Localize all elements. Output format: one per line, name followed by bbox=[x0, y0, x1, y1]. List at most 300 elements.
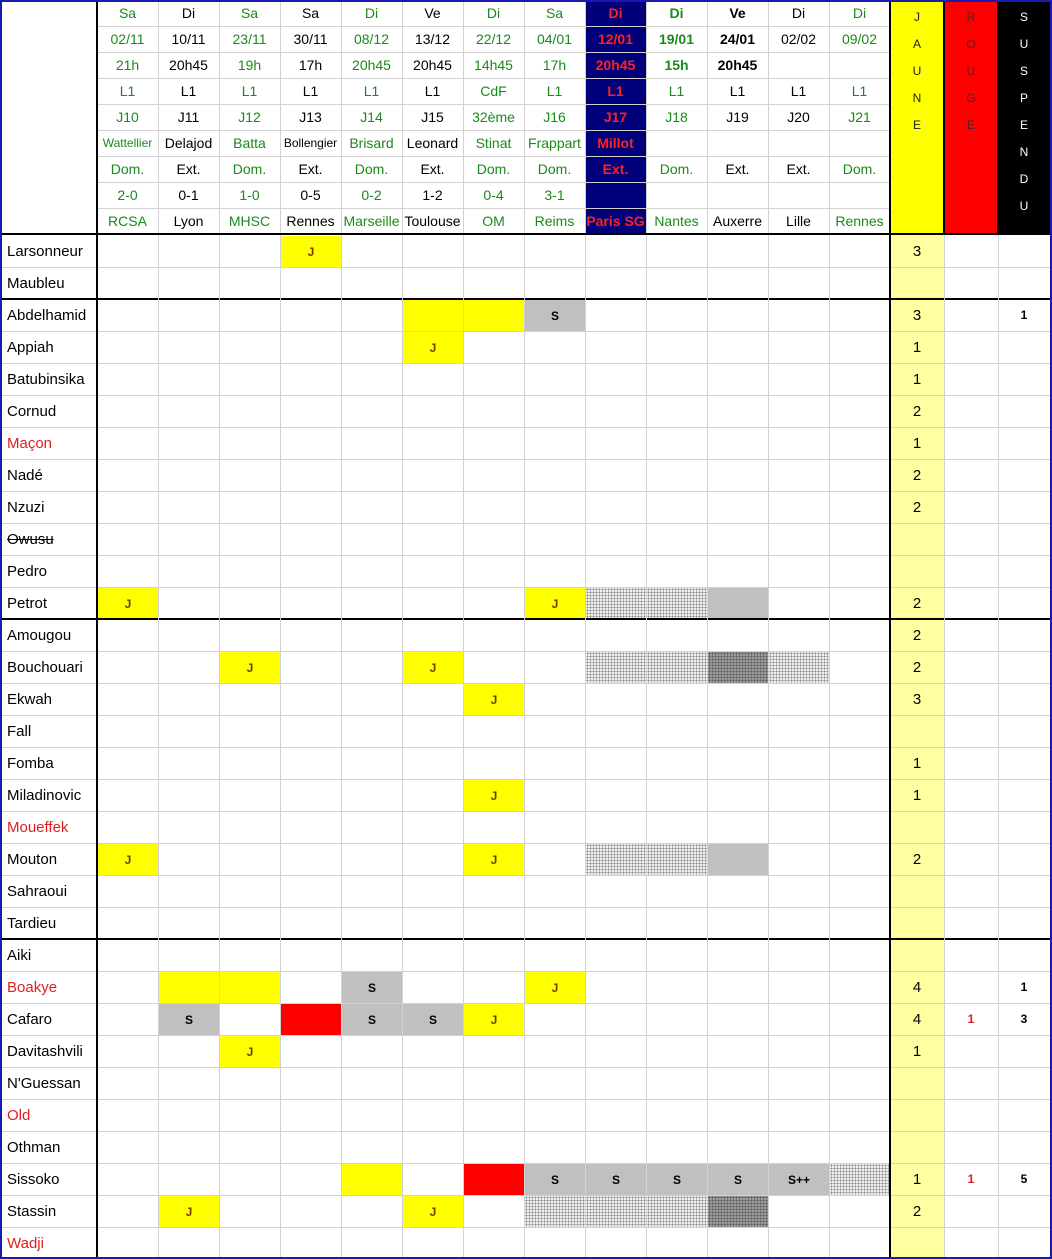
suspension-cell: S bbox=[403, 1004, 463, 1035]
player-name: Owusu bbox=[7, 530, 54, 548]
player-name: Pedro bbox=[7, 562, 48, 580]
yellow-card-cell: J bbox=[464, 684, 524, 715]
gridline bbox=[646, 235, 647, 1259]
match-comp-cell: L1 bbox=[668, 83, 685, 99]
gridline bbox=[341, 235, 342, 1259]
match-date-cell: 08/12 bbox=[353, 31, 390, 47]
match-date-cell: 02/11 bbox=[110, 31, 145, 47]
yellow-card-count bbox=[890, 907, 944, 939]
unavailable-cell bbox=[769, 652, 829, 683]
match-opponent-cell: Auxerre bbox=[712, 213, 763, 229]
match-time-cell: 20h45 bbox=[585, 52, 646, 78]
yellow-card-count: 1 bbox=[912, 370, 922, 388]
red-card-count bbox=[944, 363, 998, 395]
gridline bbox=[829, 0, 830, 234]
match-venue-cell: Dom. bbox=[232, 161, 267, 177]
match-referee-cell: Brisard bbox=[349, 135, 394, 151]
match-day-cell: Di bbox=[486, 5, 501, 21]
match-opponent-cell: Rennes bbox=[286, 213, 335, 229]
gridline bbox=[158, 235, 159, 1259]
red-card-count bbox=[944, 683, 998, 715]
red-card-count bbox=[944, 619, 998, 651]
match-opponent-cell: Lyon bbox=[173, 213, 204, 229]
suspension-count bbox=[998, 1099, 1050, 1131]
suspension-count bbox=[998, 779, 1050, 811]
match-comp-cell: L1 bbox=[729, 83, 746, 99]
unavailable-cell bbox=[586, 588, 646, 619]
player-name: Old bbox=[7, 1106, 31, 1124]
gridline bbox=[341, 0, 342, 234]
yellow-card-cell: J bbox=[220, 1036, 280, 1067]
player-name: Othman bbox=[7, 1138, 61, 1156]
suspension-count bbox=[998, 1131, 1050, 1163]
suspension-count bbox=[998, 395, 1050, 427]
match-score-cell: 0-4 bbox=[483, 187, 504, 203]
match-date-cell: 04/01 bbox=[536, 31, 573, 47]
summary-divider bbox=[943, 0, 945, 234]
suspension-cell: S bbox=[525, 300, 585, 331]
match-venue-cell: Dom. bbox=[476, 161, 511, 177]
gridline bbox=[402, 0, 403, 234]
yellow-card-count: 1 bbox=[912, 1170, 922, 1188]
player-name: Maçon bbox=[7, 434, 53, 452]
suspension-count bbox=[998, 331, 1050, 363]
match-venue-cell: Ext. bbox=[420, 161, 445, 177]
red-card-count bbox=[944, 587, 998, 619]
player-name: Aiki bbox=[7, 946, 32, 964]
match-score-cell bbox=[768, 182, 829, 208]
player-name: N'Guessan bbox=[7, 1074, 81, 1092]
red-card-count: 1 bbox=[967, 1012, 975, 1026]
match-referee-cell: Delajod bbox=[164, 135, 213, 151]
match-round-cell: J16 bbox=[543, 109, 566, 125]
yellow-card-cell bbox=[464, 300, 524, 331]
gridline bbox=[585, 235, 586, 1259]
match-comp-cell: L1 bbox=[585, 78, 646, 104]
header-bottom-border bbox=[0, 233, 1052, 235]
match-round-cell: J18 bbox=[665, 109, 688, 125]
suspension-cell bbox=[708, 844, 768, 875]
player-name: Tardieu bbox=[7, 914, 57, 932]
match-day-cell: Di bbox=[585, 0, 646, 26]
red-card-count bbox=[944, 1067, 998, 1099]
match-date-cell: 24/01 bbox=[719, 31, 756, 47]
yellow-card-count bbox=[890, 523, 944, 555]
red-card-count: 1 bbox=[967, 1172, 975, 1186]
suspension-count bbox=[998, 1227, 1050, 1259]
match-score-cell bbox=[585, 182, 646, 208]
match-day-cell: Di bbox=[669, 5, 684, 21]
match-day-cell: Di bbox=[181, 5, 196, 21]
suspension-count bbox=[998, 523, 1050, 555]
gridline bbox=[768, 235, 769, 1259]
yellow-card-cell: J bbox=[525, 588, 585, 619]
red-card-count bbox=[944, 1227, 998, 1259]
player-name: Miladinovic bbox=[7, 786, 82, 804]
match-day-cell: Di bbox=[791, 5, 806, 21]
match-time-cell bbox=[829, 52, 890, 78]
yellow-card-count: 4 bbox=[912, 978, 922, 996]
match-time-cell bbox=[768, 52, 829, 78]
suspension-count: 1 bbox=[1020, 308, 1028, 322]
unavailable-cell bbox=[647, 844, 707, 875]
gridline bbox=[97, 104, 890, 105]
suspension-count: 1 bbox=[1020, 980, 1028, 994]
yellow-card-count: 2 bbox=[912, 594, 922, 612]
suspension-cell: S bbox=[342, 972, 402, 1003]
yellow-card-count bbox=[890, 1099, 944, 1131]
match-comp-cell: L1 bbox=[119, 83, 136, 99]
match-day-cell: Ve bbox=[424, 5, 441, 21]
yellow-card-cell: J bbox=[464, 780, 524, 811]
match-round-cell: J17 bbox=[585, 104, 646, 130]
match-opponent-cell: Toulouse bbox=[404, 213, 461, 229]
match-date-cell: 23/11 bbox=[232, 31, 267, 47]
match-referee-cell: Batta bbox=[233, 135, 266, 151]
suspension-cell: S bbox=[525, 1164, 585, 1195]
match-opponent-cell: MHSC bbox=[228, 213, 271, 229]
match-venue-cell: Dom. bbox=[354, 161, 389, 177]
player-name: Larsonneur bbox=[7, 242, 83, 260]
match-opponent-cell: Rennes bbox=[835, 213, 884, 229]
red-card-cell bbox=[464, 1164, 524, 1195]
match-venue-cell: Ext. bbox=[585, 156, 646, 182]
suspension-cell: S bbox=[342, 1004, 402, 1035]
match-referee-cell: Stinat bbox=[475, 135, 512, 151]
suspension-count bbox=[998, 363, 1050, 395]
name-column-border bbox=[96, 0, 98, 1259]
yellow-card-count bbox=[890, 715, 944, 747]
match-comp-cell: L1 bbox=[851, 83, 868, 99]
gridline bbox=[524, 0, 525, 234]
match-referee-cell: Millot bbox=[585, 130, 646, 156]
match-date-cell: 30/11 bbox=[293, 31, 328, 47]
match-day-cell: Di bbox=[364, 5, 379, 21]
player-name: Appiah bbox=[7, 338, 54, 356]
yellow-card-count: 2 bbox=[912, 1202, 922, 1220]
summary-header-label-yellow: J A U N E bbox=[912, 10, 922, 132]
player-name: Batubinsika bbox=[7, 370, 85, 388]
gridline bbox=[280, 0, 281, 234]
gridline bbox=[158, 0, 159, 234]
yellow-card-cell: J bbox=[403, 332, 463, 363]
unavailable-cell bbox=[586, 1196, 646, 1227]
yellow-card-cell: J bbox=[464, 844, 524, 875]
match-opponent-cell: RCSA bbox=[108, 213, 147, 229]
suspension-count bbox=[998, 907, 1050, 939]
match-time-cell: 17h bbox=[298, 57, 323, 73]
player-name: Maubleu bbox=[7, 274, 65, 292]
unavailable-cell bbox=[586, 844, 646, 875]
suspension-count bbox=[998, 1195, 1050, 1227]
yellow-card-count bbox=[890, 1131, 944, 1163]
gridline bbox=[97, 78, 890, 79]
red-card-count bbox=[944, 1035, 998, 1067]
match-comp-cell: L1 bbox=[302, 83, 319, 99]
match-venue-cell: Dom. bbox=[110, 161, 145, 177]
yellow-card-count: 3 bbox=[912, 306, 922, 324]
player-name: Mouton bbox=[7, 850, 58, 868]
match-time-cell: 21h bbox=[115, 57, 140, 73]
gridline bbox=[768, 0, 769, 234]
yellow-card-count: 1 bbox=[912, 754, 922, 772]
yellow-card-cell bbox=[159, 972, 219, 1003]
match-date-cell: 09/02 bbox=[841, 31, 878, 47]
match-opponent-cell: Paris SG bbox=[585, 208, 646, 234]
red-card-count bbox=[944, 715, 998, 747]
yellow-card-count: 1 bbox=[912, 786, 922, 804]
gridline bbox=[219, 0, 220, 234]
match-time-cell: 20h45 bbox=[169, 57, 208, 73]
match-day-cell: Ve bbox=[729, 5, 746, 21]
match-venue-cell: Ext. bbox=[176, 161, 201, 177]
player-name: Stassin bbox=[7, 1202, 57, 1220]
match-comp-cell: CdF bbox=[480, 83, 507, 99]
match-score-cell bbox=[646, 182, 707, 208]
yellow-card-cell: J bbox=[159, 1196, 219, 1227]
yellow-card-cell: J bbox=[403, 652, 463, 683]
match-time-cell: 20h45 bbox=[413, 57, 452, 73]
player-name: Petrot bbox=[7, 594, 48, 612]
suspension-cell: S bbox=[647, 1164, 707, 1195]
yellow-card-cell: J bbox=[525, 972, 585, 1003]
yellow-card-count: 2 bbox=[912, 466, 922, 484]
suspension-count: 5 bbox=[1020, 1172, 1028, 1186]
suspension-count bbox=[998, 811, 1050, 843]
suspension-count bbox=[998, 459, 1050, 491]
suspension-count bbox=[998, 267, 1050, 299]
yellow-card-count: 3 bbox=[912, 242, 922, 260]
red-card-count bbox=[944, 1099, 998, 1131]
player-name: Ekwah bbox=[7, 690, 53, 708]
match-comp-cell: L1 bbox=[180, 83, 197, 99]
unavailable-cell bbox=[647, 1196, 707, 1227]
gridline bbox=[585, 0, 586, 234]
match-day-cell: Sa bbox=[301, 5, 320, 21]
suspension-count bbox=[998, 427, 1050, 459]
unavailable-cell bbox=[830, 1164, 890, 1195]
red-card-count bbox=[944, 235, 998, 267]
suspension-count bbox=[998, 651, 1050, 683]
player-name: Bouchouari bbox=[7, 658, 83, 676]
yellow-card-cell: J bbox=[403, 1196, 463, 1227]
yellow-card-count bbox=[890, 555, 944, 587]
red-card-count bbox=[944, 747, 998, 779]
match-referee-cell bbox=[829, 130, 890, 156]
match-round-cell: J13 bbox=[299, 109, 322, 125]
match-score-cell: 2-0 bbox=[117, 187, 138, 203]
match-venue-cell: Ext. bbox=[725, 161, 750, 177]
red-card-count bbox=[944, 907, 998, 939]
match-round-cell: J11 bbox=[177, 109, 200, 125]
suspension-count bbox=[998, 1035, 1050, 1067]
unavailable-cell bbox=[586, 652, 646, 683]
red-card-count bbox=[944, 555, 998, 587]
match-comp-cell: L1 bbox=[424, 83, 441, 99]
match-referee-cell: Wattellier bbox=[102, 136, 153, 150]
unavailable-cell bbox=[525, 1196, 585, 1227]
yellow-card-count bbox=[890, 1227, 944, 1259]
summary-left-border bbox=[889, 0, 891, 1259]
match-comp-cell: L1 bbox=[546, 83, 563, 99]
player-name: Nzuzi bbox=[7, 498, 45, 516]
match-opponent-cell: Nantes bbox=[654, 213, 699, 229]
match-day-cell: Sa bbox=[240, 5, 259, 21]
match-time-cell: 15h bbox=[664, 57, 689, 73]
player-name: Boakye bbox=[7, 978, 58, 996]
suspension-cell: S++ bbox=[769, 1164, 829, 1195]
red-card-cell bbox=[281, 1004, 341, 1035]
suspension-count bbox=[998, 715, 1050, 747]
match-time-cell: 20h45 bbox=[717, 57, 758, 73]
red-card-count bbox=[944, 459, 998, 491]
yellow-card-count bbox=[890, 1067, 944, 1099]
suspension-count bbox=[998, 683, 1050, 715]
yellow-card-cell bbox=[403, 300, 463, 331]
match-time-cell: 17h bbox=[542, 57, 567, 73]
match-day-cell: Sa bbox=[118, 5, 137, 21]
yellow-card-cell: J bbox=[281, 236, 341, 267]
match-venue-cell: Dom. bbox=[659, 161, 694, 177]
match-venue-cell: Dom. bbox=[537, 161, 572, 177]
player-name: Fomba bbox=[7, 754, 54, 772]
match-comp-cell: L1 bbox=[241, 83, 258, 99]
match-score-cell: 0-1 bbox=[178, 187, 199, 203]
match-round-cell: J20 bbox=[787, 109, 810, 125]
red-card-count bbox=[944, 939, 998, 971]
match-round-cell: J21 bbox=[848, 109, 871, 125]
suspension-cell: S bbox=[708, 1164, 768, 1195]
yellow-card-count bbox=[890, 811, 944, 843]
match-comp-cell: L1 bbox=[363, 83, 380, 99]
match-referee-cell: Bollengier bbox=[283, 136, 338, 150]
red-card-count bbox=[944, 811, 998, 843]
yellow-card-count: 4 bbox=[912, 1010, 922, 1028]
gridline bbox=[97, 26, 890, 27]
gridline bbox=[402, 235, 403, 1259]
suspension-count bbox=[998, 555, 1050, 587]
suspension-count bbox=[998, 235, 1050, 267]
match-opponent-cell: OM bbox=[482, 213, 505, 229]
match-referee-cell bbox=[646, 130, 707, 156]
red-card-count bbox=[944, 1195, 998, 1227]
player-name: Nadé bbox=[7, 466, 43, 484]
match-score-cell: 1-0 bbox=[239, 187, 260, 203]
match-round-cell: J10 bbox=[116, 109, 139, 125]
yellow-card-count: 2 bbox=[912, 850, 922, 868]
player-name: Sahraoui bbox=[7, 882, 68, 900]
match-venue-cell: Ext. bbox=[298, 161, 323, 177]
red-card-count bbox=[944, 843, 998, 875]
gridline bbox=[524, 235, 525, 1259]
suspension-count bbox=[998, 875, 1050, 907]
gridline bbox=[463, 0, 464, 234]
gridline bbox=[97, 208, 890, 209]
match-venue-cell: Ext. bbox=[786, 161, 811, 177]
match-referee-cell: Leonard bbox=[406, 135, 459, 151]
match-round-cell: J12 bbox=[238, 109, 261, 125]
player-name: Cornud bbox=[7, 402, 57, 420]
frame-left bbox=[0, 0, 2, 1259]
gridline bbox=[97, 130, 890, 131]
match-opponent-cell: Reims bbox=[534, 213, 575, 229]
yellow-card-cell: J bbox=[98, 588, 158, 619]
match-referee-cell bbox=[707, 130, 768, 156]
gridline bbox=[97, 182, 890, 183]
red-card-count bbox=[944, 267, 998, 299]
frame-top bbox=[0, 0, 1052, 2]
player-name: Wadji bbox=[7, 1234, 44, 1252]
gridline bbox=[829, 235, 830, 1259]
match-round-cell: J15 bbox=[421, 109, 444, 125]
match-day-cell: Sa bbox=[545, 5, 564, 21]
suspension-count bbox=[998, 939, 1050, 971]
gridline bbox=[97, 52, 890, 53]
match-score-cell: 1-2 bbox=[422, 187, 443, 203]
match-score-cell bbox=[829, 182, 890, 208]
suspension-count bbox=[998, 843, 1050, 875]
unavailable-cell bbox=[647, 652, 707, 683]
match-opponent-cell: Marseille bbox=[343, 213, 400, 229]
yellow-card-count bbox=[890, 875, 944, 907]
yellow-card-count: 1 bbox=[912, 338, 922, 356]
yellow-card-cell: J bbox=[98, 844, 158, 875]
suspension-cell: S bbox=[159, 1004, 219, 1035]
match-time-cell: 14h45 bbox=[474, 57, 513, 73]
gridline bbox=[707, 235, 708, 1259]
yellow-card-count: 1 bbox=[912, 434, 922, 452]
yellow-card-cell: J bbox=[464, 1004, 524, 1035]
yellow-card-count: 2 bbox=[912, 402, 922, 420]
red-card-count bbox=[944, 395, 998, 427]
match-referee-cell: Frappart bbox=[528, 135, 581, 151]
match-date-cell: 12/01 bbox=[585, 26, 646, 52]
yellow-card-cell bbox=[342, 1164, 402, 1195]
match-round-cell: J19 bbox=[726, 109, 749, 125]
red-card-count bbox=[944, 331, 998, 363]
match-date-cell: 13/12 bbox=[414, 31, 451, 47]
match-date-cell: 02/02 bbox=[780, 31, 817, 47]
match-score-cell: 0-5 bbox=[300, 187, 321, 203]
match-score-cell: 3-1 bbox=[544, 187, 565, 203]
match-score-cell: 0-2 bbox=[361, 187, 382, 203]
yellow-card-cell: J bbox=[220, 652, 280, 683]
match-time-cell: 20h45 bbox=[352, 57, 391, 73]
unavailable-cell bbox=[708, 652, 768, 683]
suspension-count bbox=[998, 747, 1050, 779]
player-name: Fall bbox=[7, 722, 32, 740]
match-date-cell: 19/01 bbox=[658, 31, 695, 47]
unavailable-cell bbox=[708, 1196, 768, 1227]
match-time-cell: 19h bbox=[237, 57, 262, 73]
red-card-count bbox=[944, 971, 998, 1003]
unavailable-cell bbox=[647, 588, 707, 619]
red-card-count bbox=[944, 523, 998, 555]
summary-divider bbox=[997, 0, 999, 234]
match-score-cell bbox=[707, 182, 768, 208]
match-day-cell: Di bbox=[852, 5, 867, 21]
yellow-card-count: 2 bbox=[912, 626, 922, 644]
red-card-count bbox=[944, 491, 998, 523]
match-venue-cell: Dom. bbox=[842, 161, 877, 177]
gridline bbox=[646, 0, 647, 234]
yellow-card-count: 2 bbox=[912, 658, 922, 676]
gridline bbox=[998, 235, 999, 1259]
yellow-card-count bbox=[890, 939, 944, 971]
match-date-cell: 10/11 bbox=[171, 31, 206, 47]
suspension-count bbox=[998, 491, 1050, 523]
match-referee-cell bbox=[768, 130, 829, 156]
